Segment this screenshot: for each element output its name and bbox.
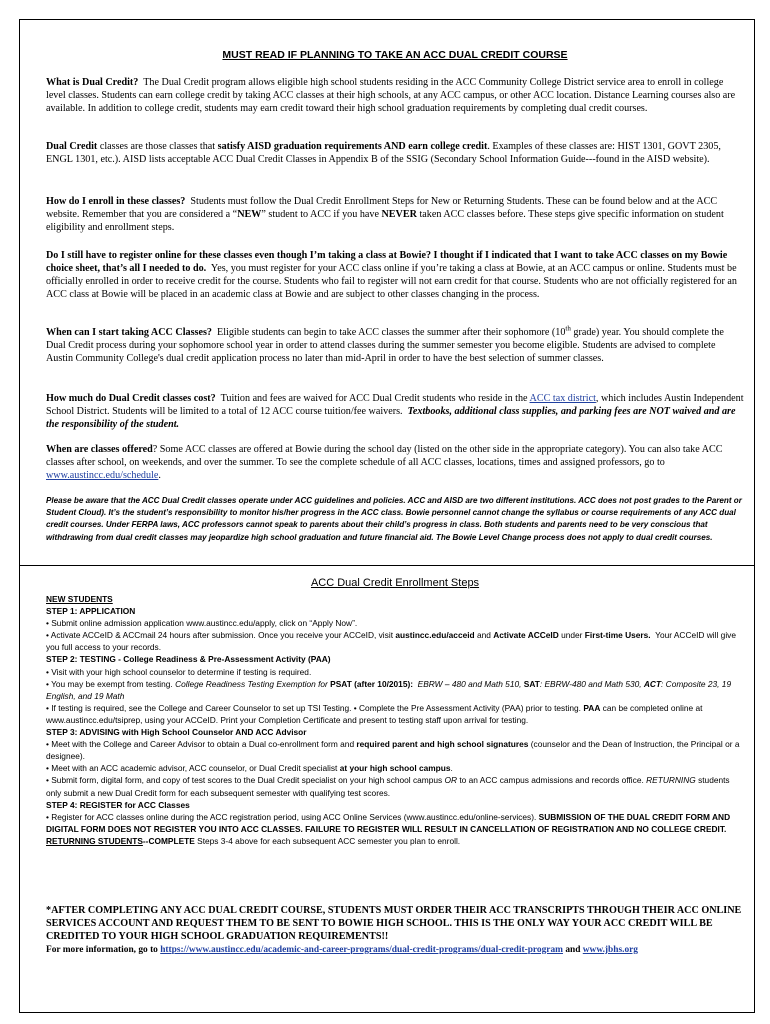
step1-title: STEP 1: APPLICATION: [46, 606, 136, 617]
new-students-heading: NEW STUDENTS: [46, 594, 113, 604]
enrollment-steps: [46, 593, 744, 847]
step3-bullet-3: • Submit form, digital form, and copy of test scores to the Dual Credit specialist on your high school campus OR to an ACC campus admissions and records office. RETURNING students only submit a new Dual Credit form for each subsequent semester with qualifying test scores.: [46, 775, 730, 798]
enrollment-steps-heading: ACC Dual Credit Enrollment Steps: [310, 577, 480, 589]
transcript-notice: *AFTER COMPLETING ANY ACC DUAL CREDIT COURSE, STUDENTS MUST ORDER THEIR ACC TRANSCRIPTS THROUGH THEIR ACC ONLINE SERVICES ACCOUNT AND REQUEST THEM TO BE SENT TO BOWIE HIGH SCHOOL. THIS IS THE ONLY WAY YOUR ACC CREDIT WILL BE CREDITED TO YOUR HIGH SCHOOL GRADUATION REQUIREMENTS!!: [46, 905, 742, 942]
step1-bullet-1: • Submit online admission application www.austincc.edu/apply, click on “Apply Now”.: [46, 618, 358, 629]
dual-credit-classes-paragraph: Dual Credit classes are those classes that satisfy AISD graduation requirements AND earn college credit. Examples of these classes are: HIST 1301, GOVT 2305, ENGL 1301, etc.). AISD lists acceptable ACC Dual Credit Classes in Appendix B of the SSIG (Secondary School Information Guide---found in the AISD website).: [46, 141, 721, 165]
when-offered-paragraph: When are classes offered? Some ACC classes are offered at Bowie during the school day (listed on the other side in the appropriate category). You can also take ACC classes after school, on weekends, and over the summer. To see the complete schedule of all ACC classes, locations, times and assigned professors, go to www.austincc.edu/schedule.: [46, 444, 723, 481]
disclaimer-paragraph: Please be aware that the ACC Dual Credit classes operate under ACC guidelines and policies. ACC and AISD are two different institutions. ACC does not post grades to the Parent or Student Cloud). It’s the student’s responsibility to monitor his/her progress in the ACC class. Bowie personnel cannot change the syllabus or course requirements of any ACC dual credit courses. Under FERPA laws, ACC professors cannot speak to parents about their child’s progress in class. Both students and parents need to be very conscious that withdrawing from dual credit classes may jeopardize high school graduation and future financial aid. The Bowie Level Change process does not apply to dual credit courses.: [46, 496, 742, 542]
step3-title: STEP 3: ADVISING with High School Counselor AND ACC Advisor: [46, 727, 307, 738]
more-information-line: For more information, go to https://www.austincc.edu/academic-and-career-programs/dual-credit-programs/dual-credit-program and www.jbhs.org: [46, 945, 638, 955]
section-divider: [20, 565, 754, 566]
answer: The Dual Credit program allows eligible high school students residing in the ACC Community College District service area to enroll in college level classes. Students can earn college credit by taking ACC classes at their high schools, at any ACC campus, or other ACC location. Distance Learning courses also are available. In addition to college credit, students may earn credit toward their high school graduation requirements by completing dual credit courses.: [46, 77, 736, 114]
step4-title: STEP 4: REGISTER for ACC Classes: [46, 799, 190, 810]
schedule-link[interactable]: www.austincc.edu/schedule: [46, 470, 159, 481]
returning-students-line: RETURNING STUDENTS--COMPLETE Steps 3-4 above for each subsequent ACC semester you plan to enroll.: [46, 835, 461, 846]
how-to-enroll-paragraph: How do I enroll in these classes? Students must follow the Dual Credit Enrollment Steps for New or Returning Students. These can be found below and at the ACC website. Remember that you are considered a “NEW” student to ACC if you have NEVER taken ACC classes before. These steps give specific information on student eligibility and enrollment steps.: [46, 196, 724, 233]
step4-bullet-1: • Register for ACC classes online during the ACC registration period, using ACC Online Services (www.austincc.edu/online-services). SUBMISSION OF THE DUAL CREDIT FORM AND DIGITAL FORM DOES NOT REGISTER YOU INTO ACC CLASSES. FAILURE TO REGISTER WILL RESULT IN CANCELLATION OF REGISTRATION AND NO COLLEGE CREDIT.: [46, 811, 731, 834]
document-page: [19, 19, 755, 1013]
question: How much do Dual Credit classes cost?: [46, 393, 216, 404]
step1-bullet-2: • Activate ACCeID & ACCmail 24 hours after submission. Once you receive your ACCeID, visit austincc.edu/acceid and Activate ACCeID under First-time Users. Your ACCeID will give you full access to your records.: [46, 630, 736, 653]
dual-credit-program-link[interactable]: https://www.austincc.edu/academic-and-career-programs/dual-credit-programs/dual-credit-program: [160, 945, 563, 955]
document-title: MUST READ IF PLANNING TO TAKE AN ACC DUAL CREDIT COURSE: [222, 49, 568, 61]
question: When can I start taking ACC Classes?: [46, 327, 212, 338]
acc-tax-district-link[interactable]: ACC tax district: [529, 393, 596, 404]
what-is-dual-credit-paragraph: [46, 76, 744, 115]
step3-bullet-2: • Meet with an ACC academic advisor, ACC counselor, or Dual Credit specialist at your high school campus.: [46, 763, 453, 774]
question: What is Dual Credit?: [46, 77, 139, 88]
step2-bullet-3: • If testing is required, see the College and Career Counselor to set up TSI Testing. • Complete the Pre Assessment Activity (PAA) prior to testing. PAA can be completed online at www.austincc.edu/tsiprep, using your ACCeID. Print your Completion Certificate and present to testing staff upon arrival for testing.: [46, 702, 703, 725]
question: Do I still have to register online for these classes even though I’m taking a class at Bowie? I thought if I indicated that I want to take ACC classes on my Bowie choice sheet, that’s all I needed to do.: [46, 250, 728, 274]
step2-bullet-1: • Visit with your high school counselor to determine if testing is required.: [46, 666, 312, 677]
acceid-link[interactable]: austincc.edu/acceid: [395, 630, 475, 641]
question: When are classes offered: [46, 444, 153, 455]
register-online-paragraph: Do I still have to register online for these classes even though I’m taking a class at Bowie? I thought if I indicated that I want to take ACC classes on my Bowie choice sheet, that’s all I needed to do. Yes, you must register for your ACC class online if you’re taking a class at Bowie, at an ACC campus or online. Students must be officially enrolled in order to receive credit for the course. Students who fail to register will not earn credit for that course. Students who are not officially registered for an ACC class at Bowie will be placed in an academic class at Bowie and are subject to other classes changing in the process.: [46, 250, 737, 300]
step2-bullet-2: • You may be exempt from testing. College Readiness Testing Exemption for PSAT (after 10/2015): EBRW – 480 and Math 510, SAT: EBRW-480 and Math 530, ACT: Composite 23, 19 English, and 19 Math: [46, 678, 732, 701]
step2-title: STEP 2: TESTING - College Readiness & Pre-Assessment Activity (PAA): [46, 654, 331, 665]
cost-paragraph: How much do Dual Credit classes cost? Tuition and fees are waived for ACC Dual Credit students who reside in the ACC tax district, which includes Austin Independent School District. Students will be limited to a total of 12 ACC course tuition/fee waivers. Textbooks, additional class supplies, and parking fees are NOT waived and are the responsibility of the student.: [46, 393, 744, 430]
when-start-paragraph: When can I start taking ACC Classes? Eligible students can begin to take ACC classes the summer after their sophomore (10th grade) year. You should complete the Dual Credit process during your sophomore school year in order to attend classes during the summer semester you become eligible. Students are advised to complete Austin Community College's dual credit application process no later than mid-April in order to have the best selection of summer classes.: [46, 324, 724, 364]
step3-bullet-1: • Meet with the College and Career Advisor to obtain a Dual co-enrollment form and required parent and high school signatures (counselor and the Dean of Instruction, the Principal or a designee).: [46, 739, 740, 762]
jbhs-link[interactable]: www.jbhs.org: [582, 945, 638, 955]
question: How do I enroll in these classes?: [46, 196, 186, 207]
